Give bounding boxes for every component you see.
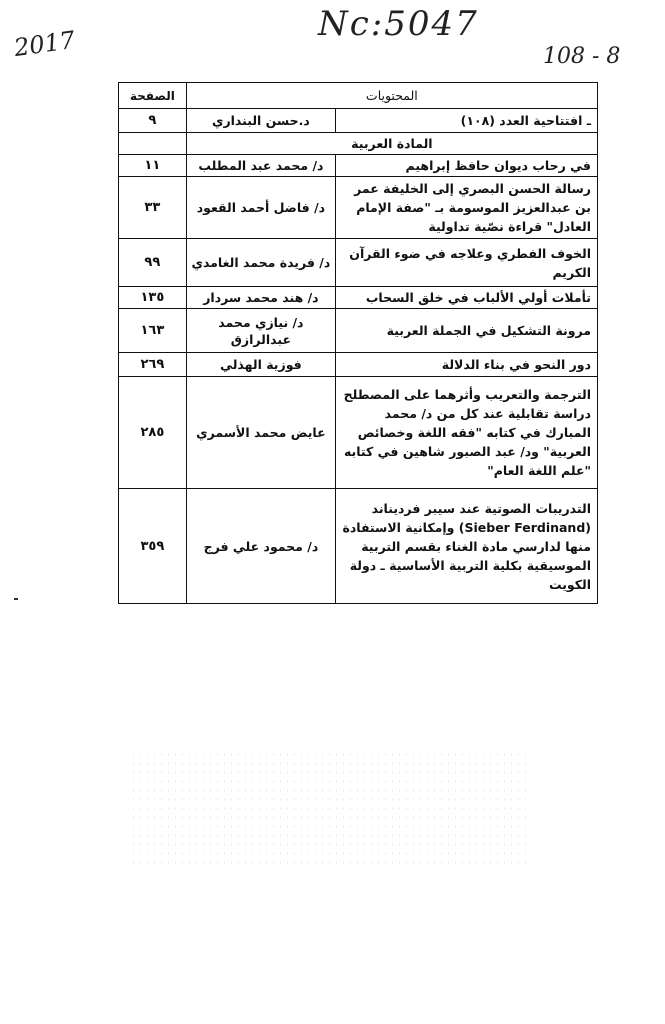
table-row (119, 489, 597, 603)
entry-title: دور النحو في بناء الدلالة (441, 357, 591, 372)
contents-table (118, 82, 598, 604)
table-header-row (119, 83, 597, 109)
entry-author: د/ محمود علي فرج (187, 489, 336, 603)
header-page: الصفحة (119, 83, 187, 108)
entry-page: ٣٥٩ (119, 489, 187, 603)
table-row (119, 377, 597, 489)
entry-title: تأملات أولي الألباب في خلق السحاب (365, 290, 591, 305)
table-row (119, 155, 597, 177)
handwritten-code: Nc:5047 (318, 4, 479, 44)
table-row (119, 353, 597, 377)
handwritten-page-ref: 108 - 8 (543, 44, 621, 69)
handwritten-year: 2017 (12, 25, 77, 63)
entry-title: الخوف الفطري وعلاجه في ضوء القرآن الكريم (349, 245, 591, 280)
entry-page: ٩٩ (119, 239, 187, 286)
entry-page: ٩ (119, 109, 187, 132)
entry-author: د/ هند محمد سردار (187, 287, 336, 308)
entry-author: د/ نيازي محمد عبدالرازق (187, 309, 336, 352)
scan-noise (130, 750, 530, 870)
entry-author: د.حسن البنداري (187, 109, 336, 132)
entry-page: ٣٣ (119, 177, 187, 238)
entry-author: فوزية الهذلي (187, 353, 336, 376)
entry-page: ١٦٣ (119, 309, 187, 352)
entry-page: ١١ (119, 155, 187, 176)
entry-title: رسالة الحسن البصري إلى الخليفة عمر بن عبدالعزيز الموسومة بـ "صفة الإمام العادل" قراءة نصّية تداولية (354, 181, 591, 234)
section-row (119, 133, 597, 155)
entry-page: ١٣٥ (119, 287, 187, 308)
entry-title: الترجمة والتعريب وأثرهما على المصطلح دراسة تقابلية عند كل من د/ محمد المبارك في كتابه "فقه اللغة وخصائص العربية" ود/ عبد الصبور شاهين في كتابه "علم اللغة العام" (343, 387, 591, 478)
entry-author: د/ محمد عبد المطلب (187, 155, 336, 176)
entry-title: ـ افتتاحية العدد (١٠٨) (460, 113, 591, 128)
header-contents: المحتويات (365, 88, 418, 103)
entry-page: ٢٦٩ (119, 353, 187, 376)
table-row (119, 109, 597, 133)
table-row (119, 309, 597, 353)
table-row (119, 287, 597, 309)
entry-title: التدريبات الصوتية عند سيبر فرديناند (Sieber Ferdinand) وإمكانية الاستفادة منها لدارسي مادة الغناء بقسم التربية الموسيقية بكلية التربية الأساسية ـ دولة الكويت (342, 500, 591, 592)
table-row (119, 177, 597, 239)
entry-author: د/ فريدة محمد الغامدي (187, 239, 336, 286)
entry-title: مرونة التشكيل في الجملة العربية (386, 323, 591, 338)
entry-page: ٢٨٥ (119, 377, 187, 488)
section-page-cell (119, 133, 187, 154)
entry-title: في رحاب ديوان حافظ إبراهيم (405, 158, 591, 173)
section-title: المادة العربية (351, 136, 433, 151)
margin-mark (14, 598, 18, 600)
entry-author: د/ فاضل أحمد القعود (187, 177, 336, 238)
entry-author: عايض محمد الأسمري (187, 377, 336, 488)
table-row (119, 239, 597, 287)
